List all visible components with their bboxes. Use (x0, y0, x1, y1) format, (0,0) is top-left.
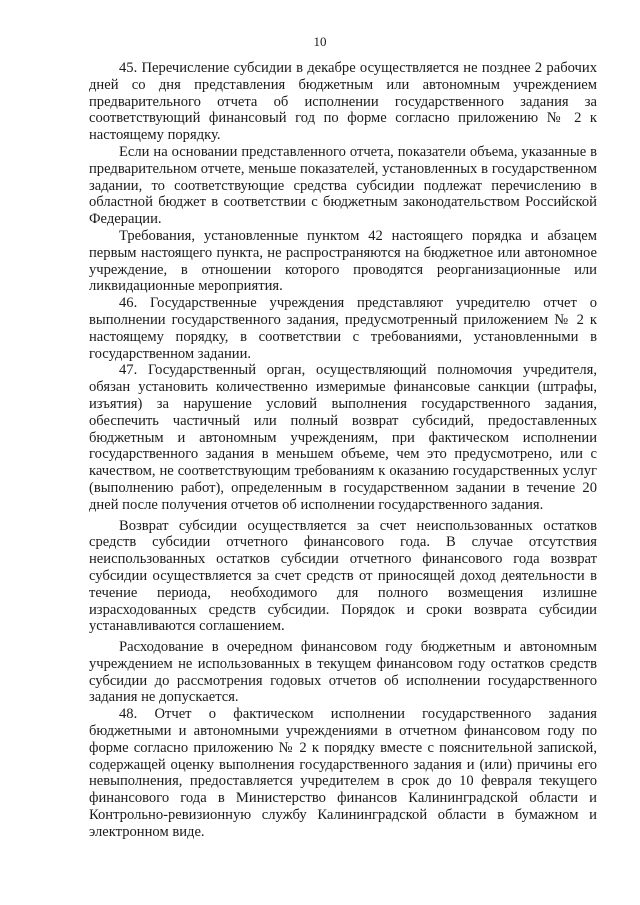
paragraph-48: 48. Отчет о фактическом исполнении государственного задания бюджетными и автономными учреждениями в отчетном финансовом году по форме согласно приложению № 2 к порядку вместе с пояснительной запиской, содержащей оценку выполнения государственного задания и (или) причины его невыполнения, предоставляется учредителем в срок до 10 февраля текущего финансового года в Министерство финансов Калининградской области и Контрольно-ревизионную службу Калининградской области в бумажном и электронном виде. (89, 706, 597, 840)
paragraph-47: 47. Государственный орган, осуществляющий полномочия учредителя, обязан установить количественно измеримые финансовые санкции (штрафы, изъятия) за нарушение условий выполнения государственного задания, обеспечить частичный или полный возврат субсидий, предоставленных бюджетным и автономным учреждениям, при фактическом исполнении государственного задания в меньшем объеме, чем это предусмотрено, или с качеством, не соответствующим требованиям к оказанию государственных услуг (выполнению работ), определенным в государственном задании в течение 20 дней после получения отчетов об исполнении государственного задания. (89, 362, 597, 513)
paragraph-45: 45. Перечисление субсидии в декабре осуществляется не позднее 2 рабочих дней со дня представления бюджетным или автономным учреждением предварительного отчета об исполнении государственного задания за соответствующий финансовый год по форме согласно приложению № 2 к настоящему порядку. (89, 60, 597, 144)
paragraph-46: 46. Государственные учреждения представляют учредителю отчет о выполнении государственного задания, предусмотренный приложением № 2 к настоящему порядку, в соответствии с требованиями, установленными в государственном задании. (89, 295, 597, 362)
paragraph-45-exceptions: Требования, установленные пунктом 42 настоящего порядка и абзацем первым настоящего пункта, не распространяются на бюджетное или автономное учреждение, в отношении которого проводятся реорганизационные или ликвидационные мероприятия. (89, 227, 597, 295)
paragraph-47-refund: Возврат субсидии осуществляется за счет неиспользованных остатков средств субсидии отчетного финансового года. В случае отсутствия неиспользованных остатков субсидии отчетного финансового года возврат субсидии осуществляется за счет средств от приносящей доход деятельности в течение периода, необходимого для полного возмещения излишне израсходованных средств субсидии. Порядок и сроки возврата субсидии устанавливаются соглашением. (89, 517, 597, 635)
paragraph-47-spending: Расходование в очередном финансовом году бюджетным и автономным учреждением не использованных в текущем финансовом году остатков средств субсидии до рассмотрения годовых отчетов об исполнении государственного задания не допускается. (89, 639, 597, 706)
page-number: 10 (313, 34, 327, 49)
document-body (89, 60, 597, 841)
paragraph-45-report-check: Если на основании представленного отчета, показатели объема, указанные в предварительном отчете, меньше показателей, установленных в государственном задании, то соответствующие средства субсидии подлежат перечислению в областной бюджет в соответствии с бюджетным законодательством Российской Федерации. (89, 143, 597, 228)
